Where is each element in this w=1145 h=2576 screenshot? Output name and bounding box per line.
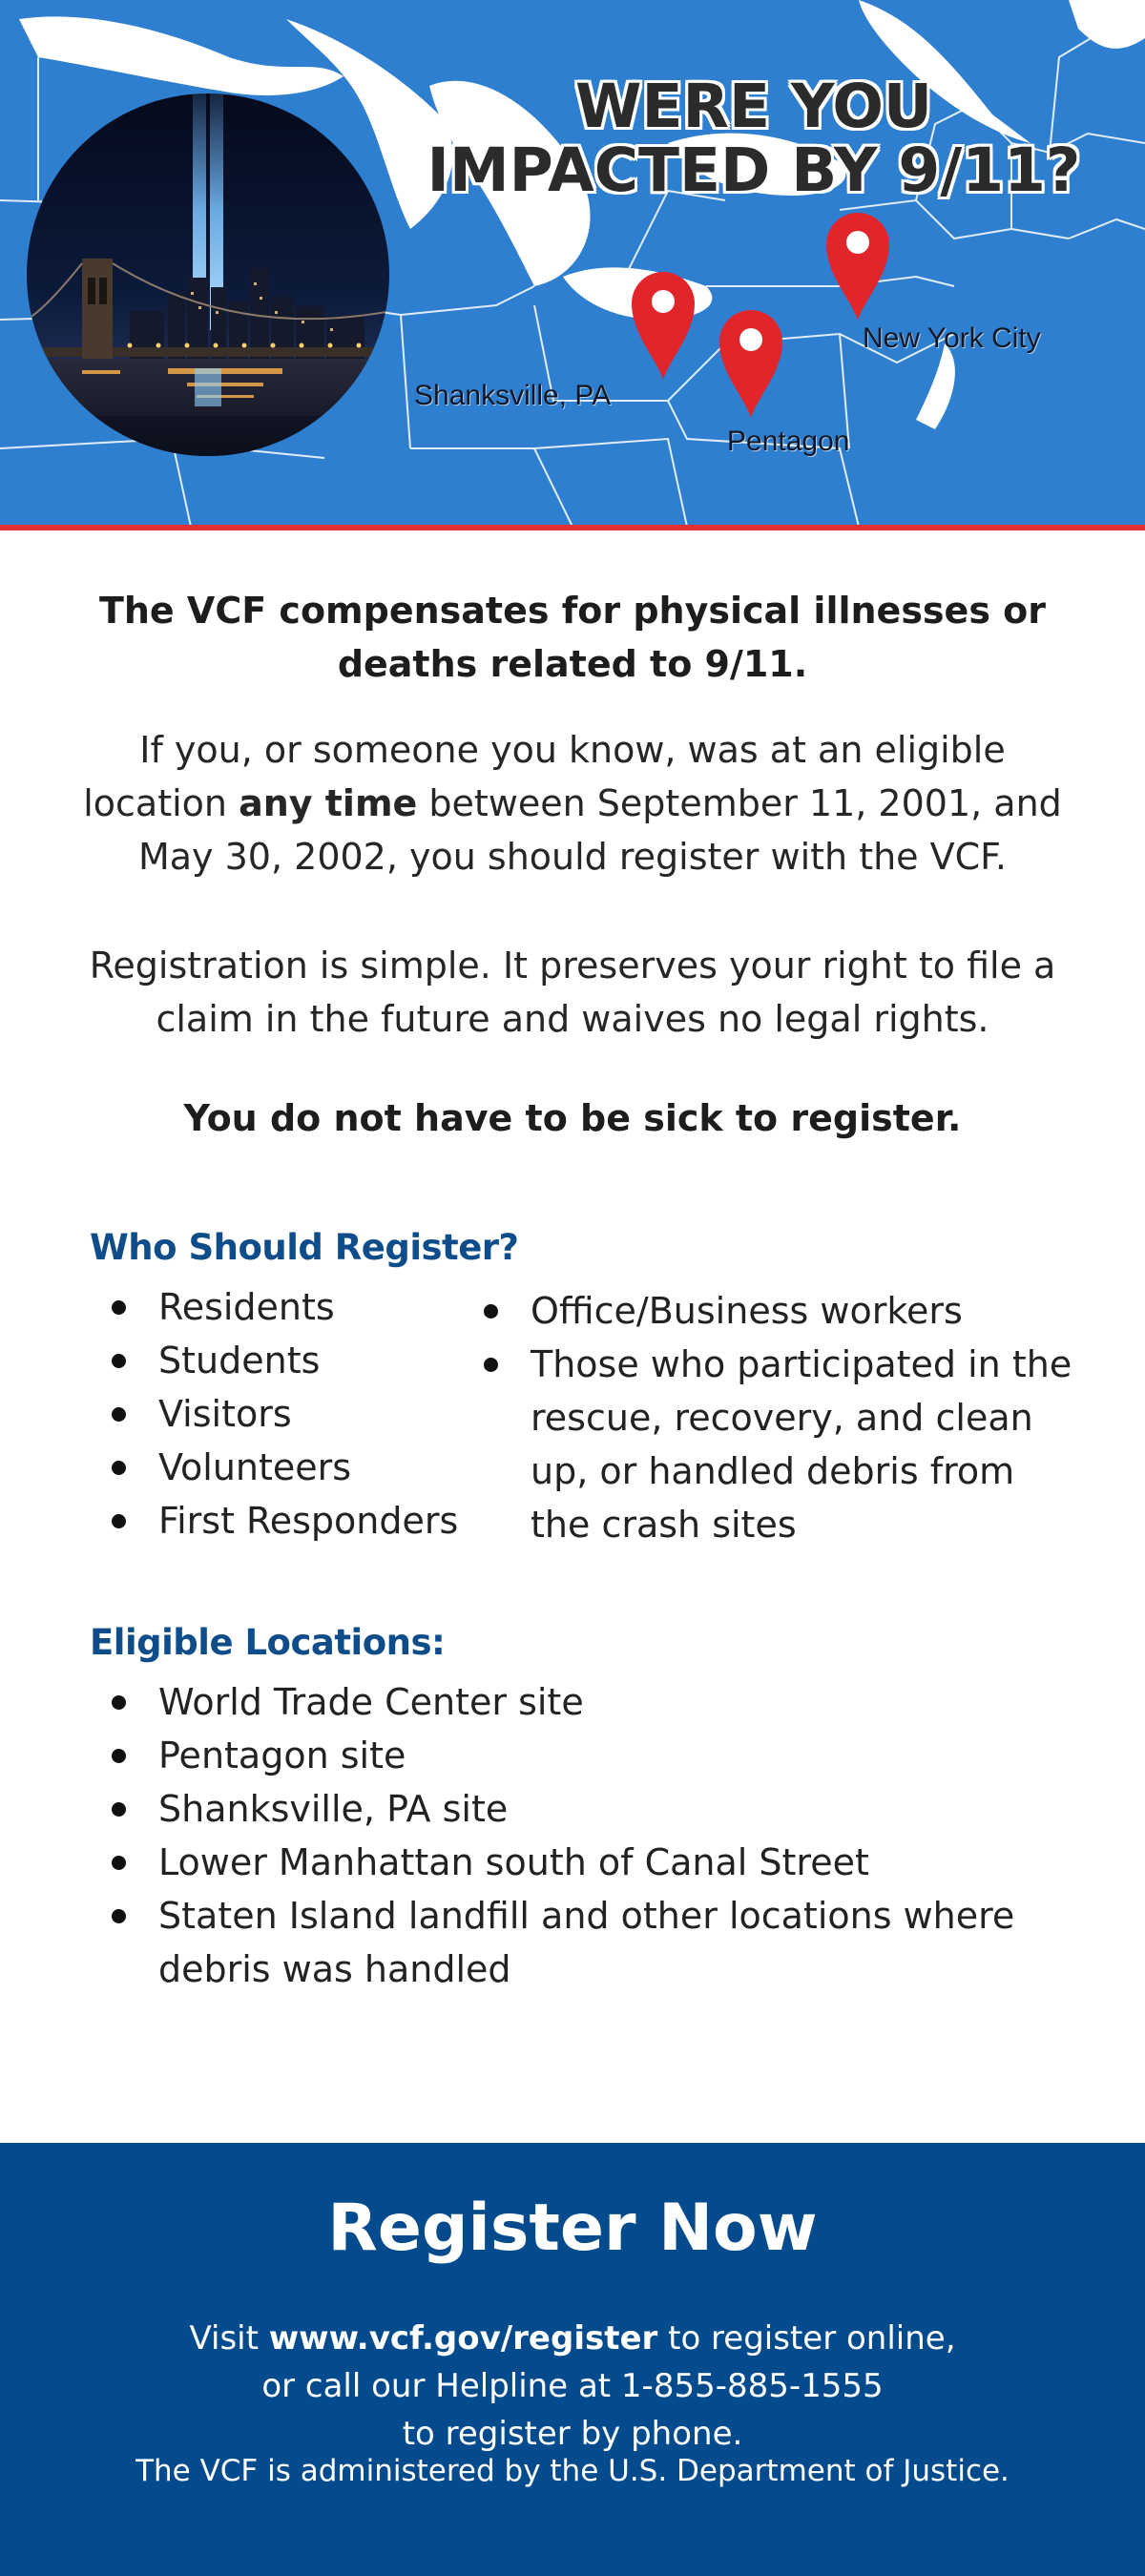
hero-map xyxy=(0,0,1145,527)
administered-by-note: The VCF is administered by the U.S. Department of Justice. xyxy=(135,2454,1010,2488)
who-should-register-heading: Who Should Register? xyxy=(90,1227,519,1268)
list-item: Shanksville, PA site xyxy=(90,1782,1082,1836)
helpline-phone[interactable]: or call our Helpline at 1-855-885-1555 xyxy=(261,2367,884,2405)
register-url-link[interactable]: www.vcf.gov/register xyxy=(268,2319,658,2358)
list-item: Residents xyxy=(90,1280,471,1334)
list-item: Students xyxy=(90,1334,471,1387)
red-divider xyxy=(0,525,1145,530)
hero-title-line-2: IMPACTED BY 9/11? xyxy=(427,135,1081,205)
who-list-left xyxy=(90,1280,471,1548)
intro-not-sick-note: You do not have to be sick to register. xyxy=(183,1097,962,1139)
map-pin-icon-shanksville xyxy=(630,267,697,382)
eligible-locations-heading: Eligible Locations: xyxy=(90,1622,446,1663)
intro-eligibility-paragraph xyxy=(67,723,1078,883)
list-item: Volunteers xyxy=(90,1441,471,1494)
map-pin-icon-new-york-city xyxy=(824,208,891,322)
list-item: Lower Manhattan south of Canal Street xyxy=(90,1836,1082,1889)
label-pentagon: Pentagon xyxy=(727,426,850,457)
list-item: Office/Business workers xyxy=(462,1284,1082,1338)
eligible-locations-list xyxy=(90,1675,1082,1996)
register-instructions xyxy=(95,2315,1050,2458)
label-shanksville: Shanksville, PA xyxy=(414,380,612,411)
intro-p1-bold: any time xyxy=(239,782,418,824)
visit-suffix: to register online, xyxy=(657,2319,956,2358)
list-item: First Responders xyxy=(90,1494,471,1548)
label-new-york-city: New York City xyxy=(863,322,1041,354)
list-item: Staten Island landfill and other locations where debris was handled xyxy=(90,1889,1082,1996)
intro-lead: The VCF compensates for physical illnesses or deaths related to 9/11. xyxy=(98,590,1047,685)
hero-title xyxy=(382,72,1126,205)
intro-p1-start: If you, or someone you know, was at an eligible location xyxy=(83,729,1006,824)
map-pin-icon-pentagon xyxy=(718,305,784,420)
register-now-heading: Register Now xyxy=(327,2191,818,2266)
phone-suffix: to register by phone. xyxy=(402,2415,743,2453)
intro-p1-end: between September 11, 2001, and May 30, 2002, you should register with the VCF. xyxy=(137,782,1062,878)
intro-registration-paragraph: Registration is simple. It preserves your right to file a claim in the future and waives no legal rights. xyxy=(89,945,1056,1040)
who-list-right xyxy=(462,1284,1082,1551)
list-item: Visitors xyxy=(90,1387,471,1441)
tribute-in-light-photo xyxy=(25,92,391,458)
list-item: World Trade Center site xyxy=(90,1675,1082,1729)
list-item: Pentagon site xyxy=(90,1729,1082,1782)
visit-prefix: Visit xyxy=(189,2319,269,2358)
hero-title-line-1: WERE YOU xyxy=(574,72,933,141)
register-footer xyxy=(0,2143,1145,2576)
list-item: Those who participated in the rescue, recovery, and clean up, or handled debris from the crash sites xyxy=(462,1338,1082,1551)
